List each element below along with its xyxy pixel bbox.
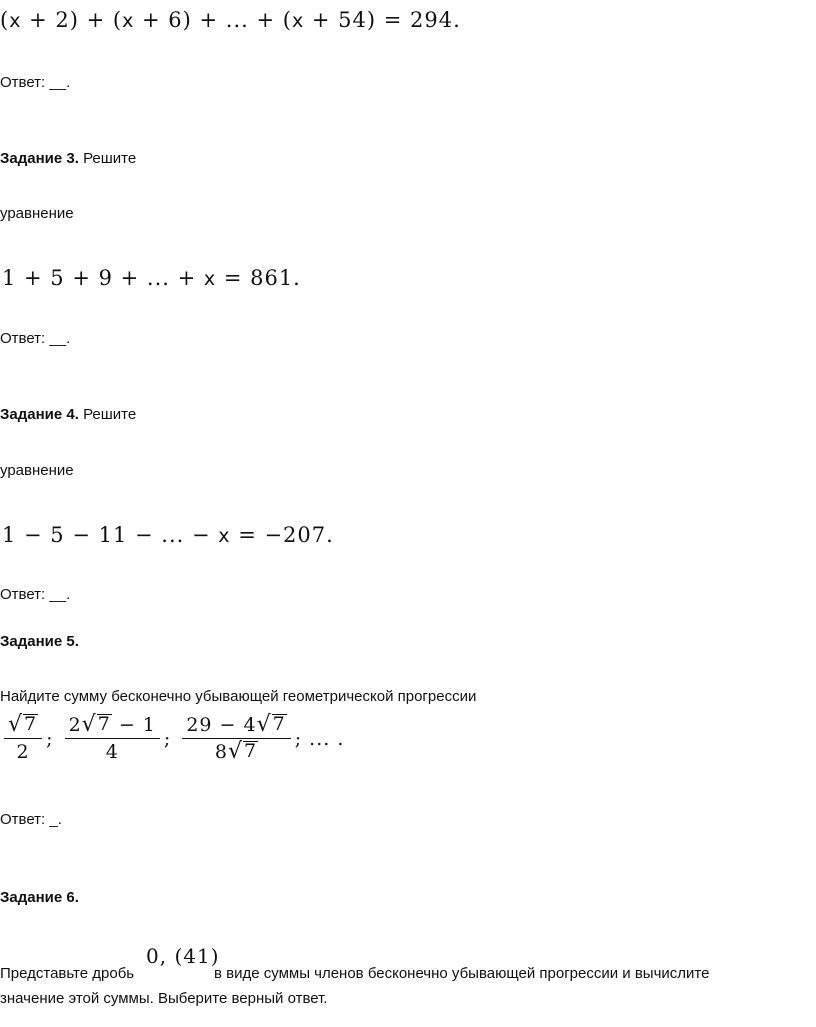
task4-label: Задание 4. [0,406,79,423]
task6-text-c: значение этой суммы. Выберите верный ответ. [0,990,328,1007]
task3-label: Задание 3. [0,150,79,167]
answer-line: Ответ: _. [0,811,62,828]
task4-equation: 1 − 5 − 11 − ... − x = −207. [2,523,334,547]
task6-text-b: в виде суммы членов бесконечно убывающей прогрессии и вычислите [214,965,710,982]
task5-progression: √ 7 2 ; 2 √ 7 − 1 4 ; 29 − 4 √ 7 8 √ 7 ; ... . [0,714,344,763]
task6-label: Задание 6. [0,889,79,906]
fraction-2: 2 √ 7 − 1 4 [65,714,160,763]
task5-heading [0,633,79,651]
fraction-1: √ 7 2 [4,714,42,763]
task4-heading: Задание 4. Решите [0,406,137,423]
answer-line: Ответ: __. [0,330,71,347]
equation-top: (x + 2) + (x + 6) + ... + (x + 54) = 294. [0,8,461,32]
task5-text: Найдите сумму бесконечно убывающей геометрической прогрессии [0,688,477,705]
answer-line: Ответ: __. [0,74,71,91]
task3-equation: 1 + 5 + 9 + ... + x = 861. [2,266,301,290]
task6-heading [0,889,79,907]
task6-fraction: 0, (41) [146,944,220,968]
task3-text: уравнение [0,205,74,222]
fraction-3: 29 − 4 √ 7 8 √ 7 [182,714,290,763]
task5-label: Задание 5. [0,633,79,650]
task6-text-a: Представьте дробь [0,965,135,982]
task4-text: уравнение [0,462,74,479]
answer-line: Ответ: __. [0,586,71,603]
task3-heading: Задание 3. Решите [0,150,137,167]
